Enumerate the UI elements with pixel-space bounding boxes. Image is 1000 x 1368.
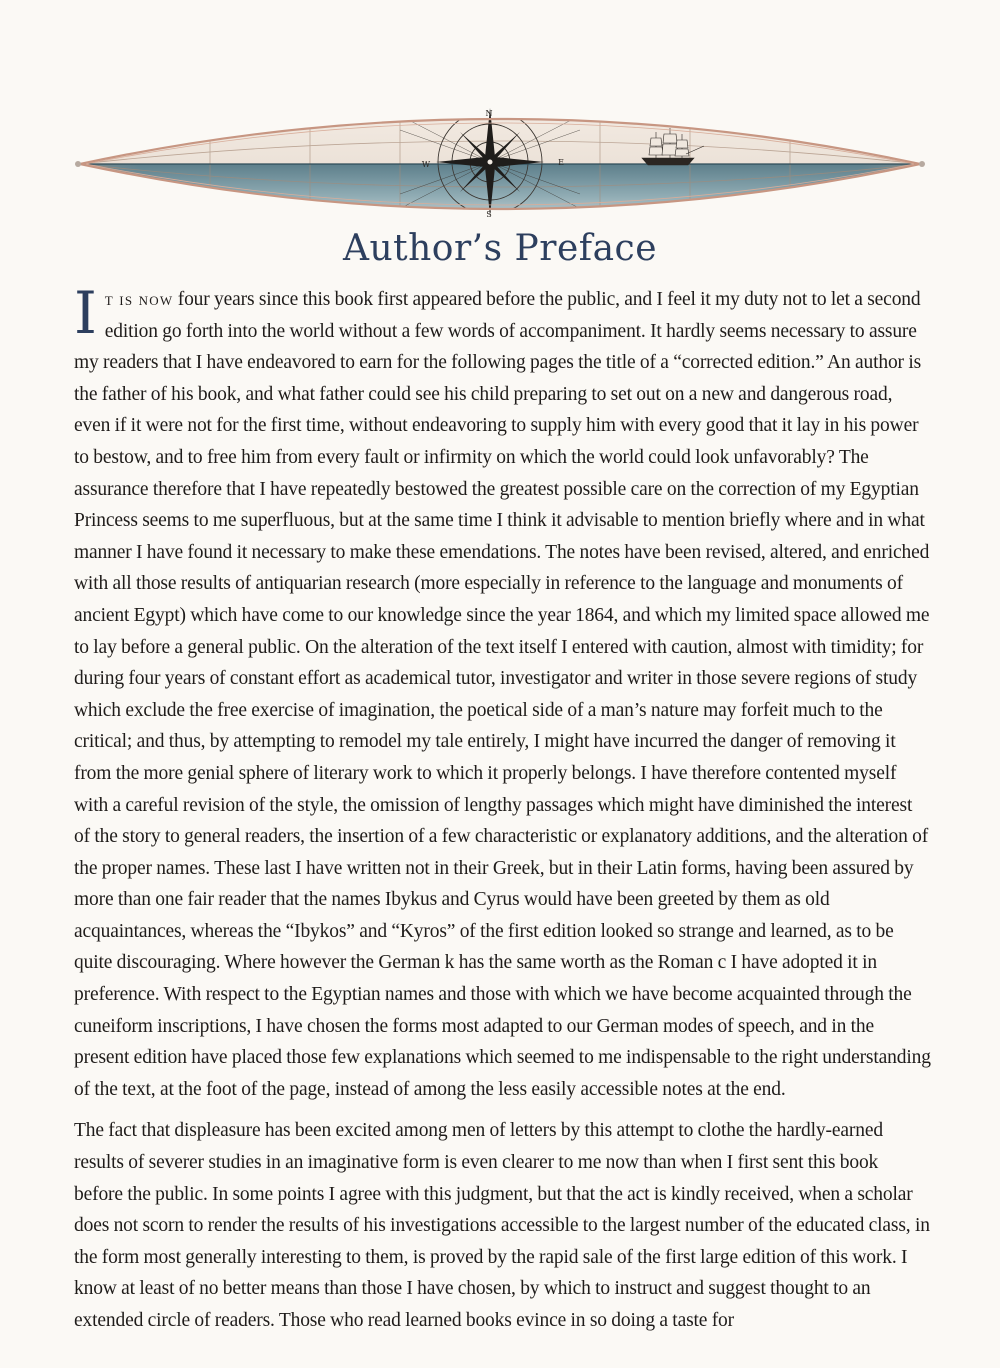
paragraph-1 xyxy=(74,279,931,1105)
compass-headpiece-illustration xyxy=(70,100,930,230)
preface-body xyxy=(74,279,931,1347)
lead-in-small-caps: t is now xyxy=(104,289,174,309)
compass-west-label: W xyxy=(421,160,431,169)
drop-cap: I xyxy=(74,279,97,347)
compass-rose-icon xyxy=(70,100,930,230)
compass-north-label: N xyxy=(485,109,493,118)
compass-south-label: S xyxy=(486,210,492,219)
compass-east-label: E xyxy=(558,158,564,167)
page-title: Author’s Preface xyxy=(342,228,658,269)
paragraph-2: The fact that displeasure has been excited among men of letters by this attempt to clothe the hardly-earned results of severer studies in an imaginative form is even clearer to me now than when I first sent this book before the public. In some points I agree with this judgment, but that the act is kindly received, when a scholar does not scorn to render the results of his investigations accessible to the largest number of the educated class, in the form most generally interesting to them, is proved by the rapid sale of the first large edition of this work. I know at least of no better means than those I have chosen, by which to instruct and suggest thought to an extended circle of readers. Those who read learned books evince in so doing a taste for xyxy=(74,1120,930,1331)
paragraph-1-text: four years since this book first appeared before the public, and I feel it my duty not to let a second edition go forth into the world without a few words of accompaniment. It hardly seems necessary to assure my readers that I have endeavored to earn for the following pages the title of a “corrected edition.” An author is the father of his book, and what father could see his child preparing to set out on a new and dangerous road, even if it were not for the first time, without endeavoring to supply him with every good that it lay in his power to bestow, and to free him from every fault or infirmity on which the world could look unfavorably? The assurance therefore that I have repeatedly bestowed the greatest possible care on the correction of my Egyptian Princess seems to me superfluous, but at the same time I think it advisable to mention briefly where and in what manner I have found it necessary to make these emendations. The notes have been revised, altered, and enriched with all those results of antiquarian research (more especially in reference to the language and monuments of ancient Egypt) which have come to our knowledge since the year 1864, and which my limited space allowed me to lay before a general public. On the alteration of the text itself I entered with caution, almost with timidity; for during four years of constant effort as academical tutor, investigator and writer in those severe regions of study which exclude the free exercise of imagination, the poetical side of a man’s nature may forfeit much to the critical; and thus, by attempting to remodel my tale entirely, I might have incurred the danger of removing it from the more genial sphere of literary work to which it properly belongs. I have therefore contented myself with a careful revision of the style, the omission of lengthy passages which might have diminished the interest of the story to general readers, the insertion of a few characteristic or explanatory additions, and the alteration of the proper names. These last I have written not in their Greek, but in their Latin forms, having been assured by more than one fair reader that the names Ibykus and Cyrus would have been greeted by them as old acquaintances, whereas the “Ibykos” and “Kyros” of the first edition looked so strange and learned, as to be quite discouraging. Where however the German k has the same worth as the Roman c I have adopted it in preference. With respect to the Egyptian names and those with which we have become acquainted through the cuneiform inscriptions, I have chosen the forms most adapted to our German modes of speech, and in the present edition have placed those few explanations which seemed to me indispensable to the right understanding of the text, at the foot of the page, instead of among the less easily accessible notes at the end. xyxy=(74,289,931,1100)
